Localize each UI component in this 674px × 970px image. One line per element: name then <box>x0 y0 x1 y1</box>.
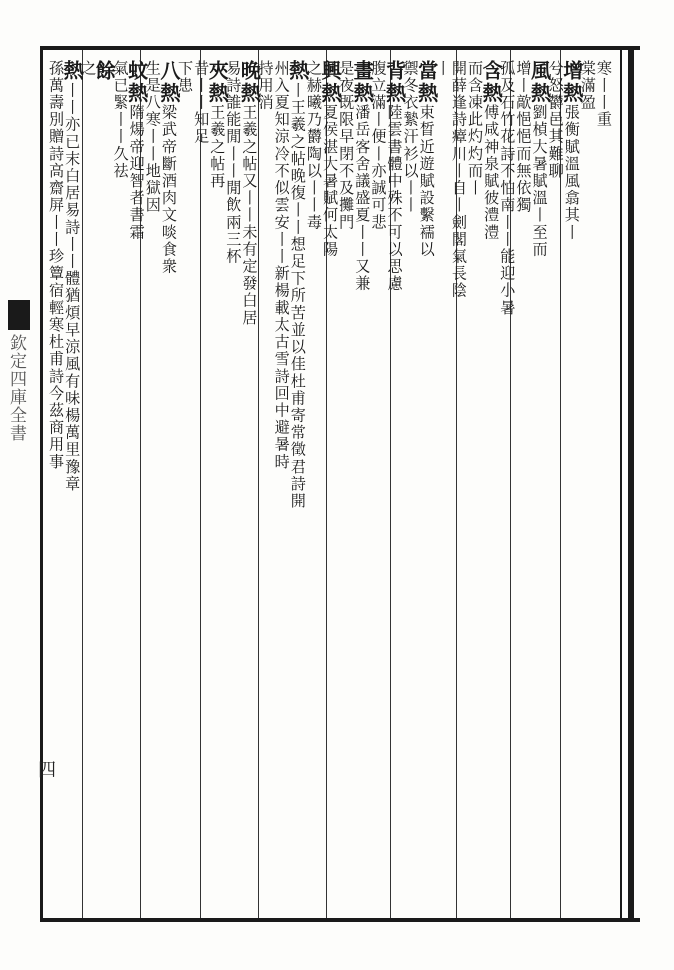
text-column <box>451 60 467 912</box>
text-column <box>285 60 310 912</box>
entry-text: 王羲之帖又丨丨未有定發白居 <box>240 104 259 327</box>
entry-text: 劉楨大暑賦溫丨至而 <box>530 104 549 259</box>
entry-text: 氣已緊丨丨久祛 <box>111 60 130 180</box>
entry-text: 開薛逢詩瘴川丨自丨劍閣氣長陰 <box>449 60 468 300</box>
entry-heading: 蚊熱 <box>124 60 149 105</box>
frame-right-inner-border <box>620 46 622 922</box>
text-column <box>350 60 375 912</box>
entry-heading: 增熱 <box>559 60 584 105</box>
entry-text: 易詩誰能閒丨丨閒飲兩三杯 <box>224 60 243 266</box>
entry-text: 傅咸神泉賦彼澧澧 <box>482 104 501 242</box>
entry-text: 昔丨丨知足 <box>192 60 211 146</box>
text-column <box>370 60 386 912</box>
text-column <box>306 60 322 912</box>
text-column <box>596 60 612 912</box>
entry-heading: 熱 <box>285 60 310 83</box>
entry-text: 是夜既限早閉不及攤門 <box>337 60 356 232</box>
entry-text: 之赫曦乃欝陶以丨丨毒 <box>304 60 323 232</box>
margin-title: 欽定四庫全書 <box>6 334 26 442</box>
entry-text: 隋煬帝迎智者書霜 <box>127 104 146 242</box>
entry-text: 下患 <box>176 60 195 95</box>
entry-text: 兮怒欝邑其難聊 <box>546 60 565 180</box>
text-column <box>257 60 273 912</box>
text-column <box>548 60 564 912</box>
frame-top-border <box>40 46 640 50</box>
text-column <box>80 60 96 912</box>
entry-text: 腹立滿丨便丨亦誠可悲 <box>369 60 388 232</box>
entry-text: 夏侯湛大暑賦何太陽 <box>321 104 340 259</box>
entry-text: 束晳近遊賦設繫襦以 <box>417 104 436 259</box>
text-column <box>237 60 262 912</box>
text-column <box>527 60 552 912</box>
entry-text: 生是八寒丨丨地獄因 <box>143 60 162 214</box>
entry-heading: 八熱 <box>156 60 181 105</box>
entry-heading: 餘 <box>92 60 117 83</box>
entry-heading: 風熱 <box>527 60 552 105</box>
entry-text: 丨丨亦已末白居易詩丨丨體猶煩早涼風有味楊萬里豫章 <box>63 82 82 493</box>
entry-heading: 當熱 <box>414 60 439 105</box>
entry-text: 王羲之帖再 <box>208 104 227 190</box>
frame-bottom-border <box>40 918 640 922</box>
text-column <box>580 60 596 912</box>
entry-heading: 晚熱 <box>237 60 262 105</box>
entry-heading: 熱 <box>60 60 85 83</box>
text-column <box>92 60 117 912</box>
text-column <box>338 60 354 912</box>
entry-text: 潘岳客舍議盛夏丨丨又兼 <box>353 104 372 293</box>
margin-ink-mark <box>8 300 30 330</box>
frame-left-border <box>40 46 43 922</box>
entry-text: 丨 <box>433 60 452 78</box>
text-column <box>156 60 181 912</box>
entry-text: 梁武帝斷酒肉文啖食衆 <box>159 104 178 276</box>
text-column <box>48 60 64 912</box>
text-column <box>559 60 584 912</box>
text-column <box>145 60 161 912</box>
text-column <box>193 60 209 912</box>
entry-text: 增丨歊悒悒而無依獨 <box>514 60 533 214</box>
text-column <box>382 60 407 912</box>
text-column <box>205 60 230 912</box>
text-column <box>467 60 483 912</box>
entry-heading: 含熱 <box>479 60 504 105</box>
entry-text: 持用消 <box>256 60 275 112</box>
entry-text: 州入夏知涼冷不似雲安丨丨新楊載太古雪詩回中避暑時 <box>272 60 291 471</box>
entry-text: 丨王羲之帖晚復丨丨想足下所苦並以佳杜甫寄常徵君詩開 <box>288 82 307 510</box>
text-column <box>225 60 241 912</box>
folio-number: 四 <box>35 760 56 778</box>
entry-text: 孤及石竹花詩不怕南丨丨能迎小暑 <box>498 60 517 317</box>
entry-text: 陸雲書體中殊不可以思慮 <box>385 104 404 293</box>
text-column <box>515 60 531 912</box>
text-column <box>274 60 290 912</box>
text-column <box>60 60 85 912</box>
margin-label <box>2 300 36 460</box>
text-column <box>435 60 451 912</box>
entry-heading: 興熱 <box>318 60 343 105</box>
entry-heading: 背熱 <box>382 60 407 105</box>
entry-text: 棠滿盈 <box>578 60 597 112</box>
text-column <box>414 60 439 912</box>
text-column <box>318 60 343 912</box>
text-column <box>499 60 515 912</box>
entry-heading: 夾熱 <box>205 60 230 105</box>
text-column <box>177 60 193 912</box>
text-column <box>112 60 128 912</box>
entry-text: 寒丨丨重 <box>594 60 613 129</box>
entry-text: 張衡賦溫風翕其丨 <box>562 104 581 242</box>
entry-text: 而含凍此灼灼而丨 <box>466 60 485 197</box>
frame-right-border <box>628 46 634 922</box>
text-column <box>124 60 149 912</box>
entry-text: 孫萬壽別贈詩高齋屏丨丨珍簟宿輕寒杜甫詩今茲商用事 <box>47 60 66 471</box>
text-column <box>479 60 504 912</box>
entry-text: 禦冬衣縶汗衫以丨丨 <box>401 60 420 214</box>
entry-text: 之 <box>79 60 98 78</box>
text-column <box>403 60 419 912</box>
entry-heading: 畫熱 <box>350 60 375 105</box>
